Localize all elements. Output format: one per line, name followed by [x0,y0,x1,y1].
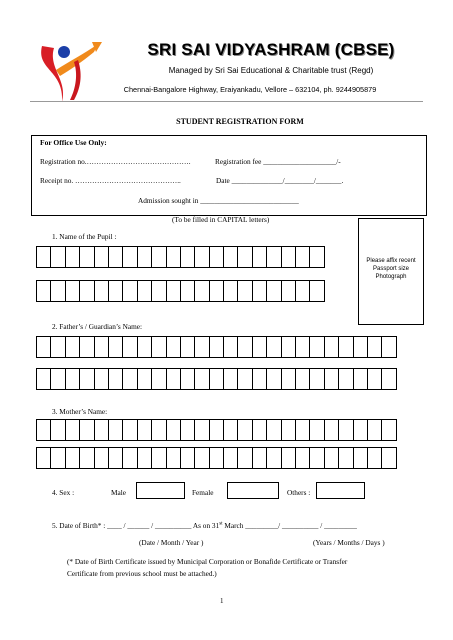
managed-by: Managed by Sri Sai Educational & Charitable trust (Regd) [168,66,374,75]
office-use-title: For Office Use Only: [40,138,107,147]
mother-name-row-2[interactable] [36,447,396,469]
form-title: STUDENT REGISTRATION FORM [176,117,304,126]
guardian-name-row-2[interactable] [36,368,396,390]
office-date-field[interactable]: Date ______________/________/_______. [216,176,344,185]
guardian-name-row-1[interactable] [36,336,396,358]
header-divider [30,101,423,102]
male-checkbox[interactable] [136,482,185,499]
dob-superscript: st [219,521,223,527]
pupil-name-row-2[interactable] [36,280,324,302]
dob-field[interactable] [52,521,357,530]
others-label: Others : [287,488,311,497]
school-name: SRI SAI VIDYASHRAM (CBSE) [147,40,395,59]
dob-format-note: (Date / Month / Year ) [139,538,204,547]
admission-sought-field[interactable]: Admission sought in ___________________________ [138,196,299,205]
pupil-name-row-1[interactable] [36,246,324,268]
sex-label: 4. Sex : [52,488,75,497]
registration-no-field[interactable]: Registration no.……………………………………. [40,157,191,166]
female-label: Female [192,488,214,497]
dob-age-blanks: March _________/ __________ / _________ [222,521,357,530]
female-checkbox[interactable] [227,482,279,499]
school-address: Chennai-Bangalore Highway, Eraiyankadu, Vellore – 632104, ph. 9244905879 [123,85,377,94]
mother-name-label: 3. Mother’s Name: [52,407,108,416]
guardian-name-label: 2. Father’s / Guardian’s Name: [52,322,143,331]
receipt-no-field[interactable]: Receipt no. …………………………………….. [40,176,181,185]
capital-letters-note: (To be filled in CAPITAL letters) [172,215,270,224]
dob-label: 5. Date of Birth* : ____ / ______ / __________ As on 31 [52,521,220,530]
others-checkbox[interactable] [316,482,365,499]
mother-name-row-1[interactable] [36,419,396,441]
male-label: Male [111,488,126,497]
photo-instructions: Please affix recent Passport size Photograph [366,258,416,280]
photo-box [358,218,424,325]
dob-certificate-note-2: Certificate from previous school must be attached.) [67,569,217,578]
age-format-note: (Years / Months / Days ) [313,538,385,547]
registration-fee-field[interactable]: Registration fee ____________________/- [215,157,341,166]
pupil-name-label: 1. Name of the Pupil : [52,232,117,241]
school-logo [34,40,104,106]
dob-certificate-note-1: (* Date of Birth Certificate issued by Municipal Corporation or Bonafide Certificate or Transfer [67,557,348,566]
page-number: 1 [220,597,224,605]
